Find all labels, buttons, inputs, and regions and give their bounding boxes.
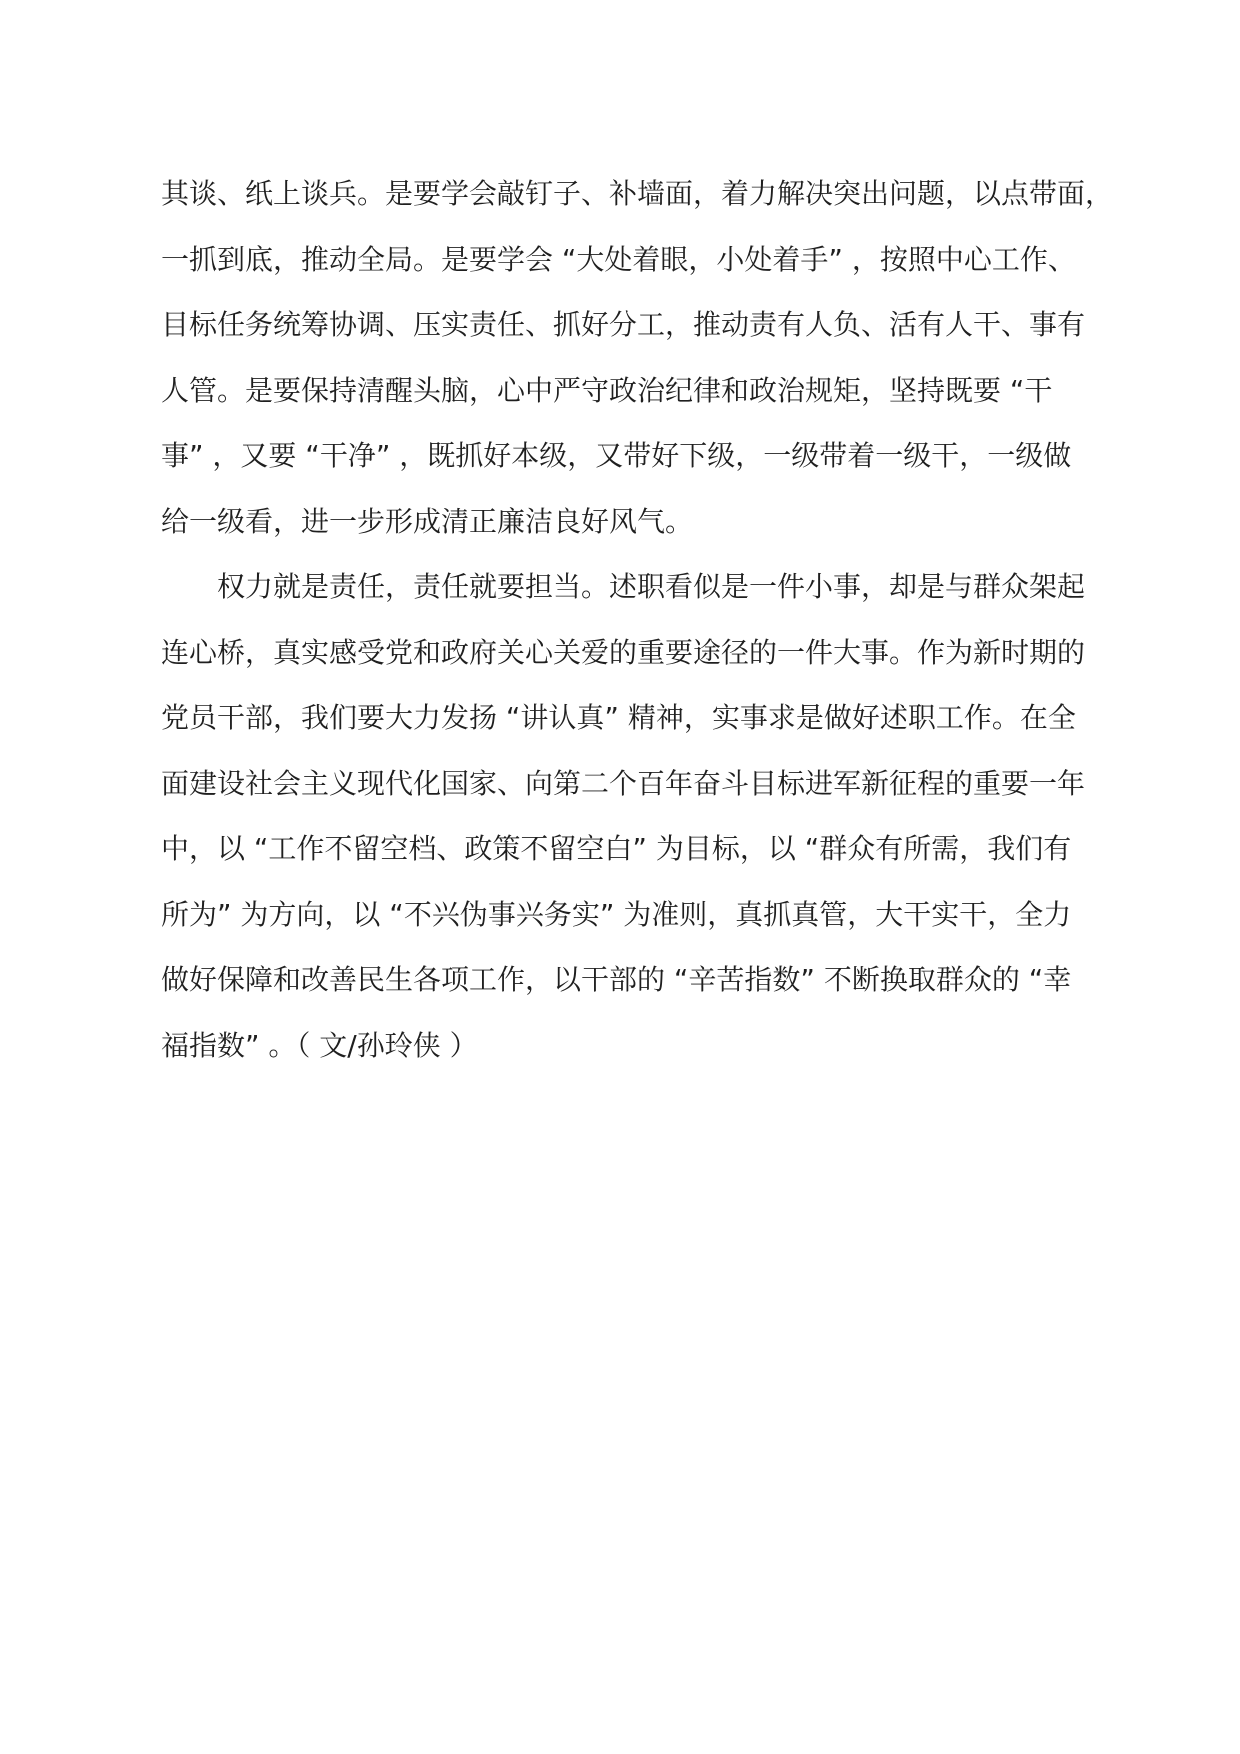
text-line: 人管。是要保持清醒头脑，心中严守政治纪律和政治规矩，坚持既要 “干 xyxy=(161,374,1053,407)
text-line: 面建设社会主义现代化国家、向第二个百年奋斗目标进军新征程的重要一年 xyxy=(161,767,1086,800)
text-line: 做好保障和改善民生各项工作，以干部的 “辛苦指数” 不断换取群众的 “幸 xyxy=(161,963,1072,996)
text-line: 权力就是责任，责任就要担当。述职看似是一件小事，却是与群众架起 xyxy=(161,570,1086,603)
text-line: 一抓到底，推动全局。是要学会 “大处着眼，小处着手” ，按照中心工作、 xyxy=(161,243,1076,276)
text-line: 中，以 “工作不留空档、政策不留空白” 为目标，以 “群众有所需，我们有 xyxy=(161,832,1072,865)
text-line: 党员干部，我们要大力发扬 “讲认真” 精神，实事求是做好述职工作。在全 xyxy=(161,701,1076,734)
text-line: 目标任务统筹协调、压实责任、抓好分工，推动责有人负、活有人干、事有 xyxy=(161,308,1086,341)
text-line: 给一级看，进一步形成清正廉洁良好风气。 xyxy=(161,505,694,538)
text-line: 事” ，又要 “干净” ，既抓好本级，又带好下级，一级带着一级干，一级做 xyxy=(161,439,1072,472)
text-line: 连心桥，真实感受党和政府关心关爱的重要途径的一件大事。作为新时期的 xyxy=(161,636,1086,669)
text-line: 其谈、纸上谈兵。是要学会敲钉子、补墙面，着力解决突出问题，以点带面， xyxy=(161,177,1114,210)
text-line: 福指数” 。（ 文/孙玲侠 ） xyxy=(161,1029,478,1062)
text-line: 所为” 为方向，以 “不兴伪事兴务实” 为准则，真抓真管，大干实干，全力 xyxy=(161,898,1072,931)
